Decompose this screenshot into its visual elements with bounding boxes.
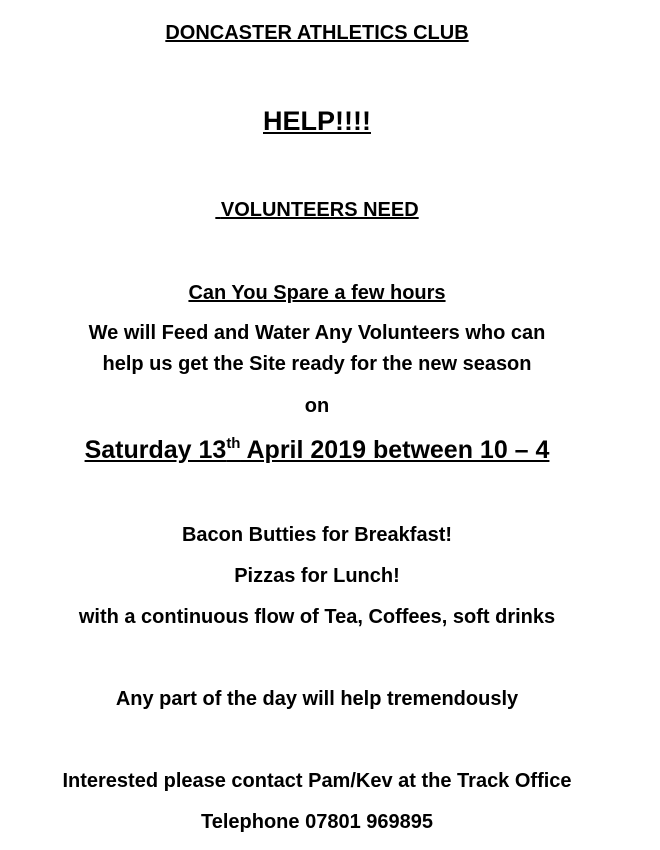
contact-line: Interested please contact Pam/Kev at the Track Office: [62, 770, 572, 792]
volunteers-text: VOLUNTEERS NEED: [220, 199, 419, 221]
event-date-ordinal: th: [226, 435, 241, 452]
volunteers-heading: [0, 200, 634, 220]
event-date-suffix: April 2019 between 10 – 4: [240, 436, 550, 464]
help-heading: HELP!!!!: [263, 106, 371, 136]
any-part-line: Any part of the day will help tremendously: [115, 688, 519, 710]
drinks-line: with a continuous flow of Tea, Coffees, soft drinks: [78, 606, 556, 628]
feed-line-2: help us get the Site ready for the new season: [102, 353, 532, 375]
telephone-line: Telephone 07801 969895: [201, 811, 433, 833]
club-title: DONCASTER ATHLETICS CLUB: [165, 22, 469, 44]
breakfast-line: Bacon Butties for Breakfast!: [181, 524, 453, 546]
lunch-line: Pizzas for Lunch!: [234, 565, 400, 587]
event-date: [0, 436, 634, 463]
spare-hours-line: Can You Spare a few hours: [188, 282, 446, 304]
feed-line-1: We will Feed and Water Any Volunteers who can: [88, 322, 546, 344]
on-line: on: [304, 395, 330, 417]
event-date-prefix: Saturday 13: [84, 436, 227, 464]
